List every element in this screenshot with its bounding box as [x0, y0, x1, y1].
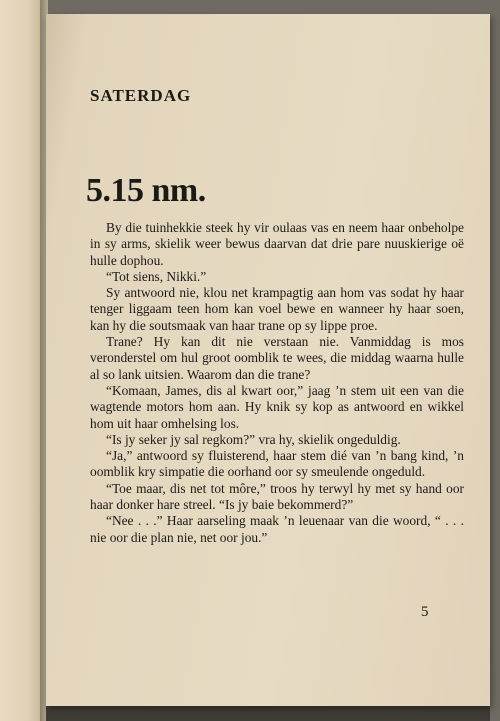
facing-page-edge — [0, 0, 40, 721]
paragraph: “Ja,” antwoord sy fluisterend, haar stem dié van ’n bang kind, ’n oomblik kry simpatie die oorhand oor sy smeulende ongeduld. — [90, 448, 464, 480]
paragraph: Sy antwoord nie, klou net krampagtig aan hom vas sodat hy haar tenger liggaam teen hom kan voel bewe en wanneer hy haar soen, kan hy die soutsmaak van haar trane op sy lippe proe. — [90, 285, 464, 333]
table-surface — [46, 704, 490, 721]
paragraph: “Komaan, James, dis al kwart oor,” jaag ’n stem uit een van die wagtende motors hom aan. Hy knik sy kop as antwoord en wikkel hom uit haar omhelsing los. — [90, 382, 464, 431]
paragraph: “Tot siens, Nikki.” — [106, 268, 207, 284]
paragraph: By die tuinhekkie steek hy vir oulaas vas en neem haar onbeholpe in sy arms, skielik weer bewus daarvan dat drie pare nuuskierige oë hulle dophou. — [90, 220, 464, 268]
body-text — [90, 220, 464, 546]
page-number: 5 — [421, 604, 429, 620]
chapter-heading: SATERDAG — [90, 86, 192, 105]
paragraph: “Toe maar, dis net tot môre,” troos hy terwyl hy met sy hand oor haar donker hare streel. “Is jy baie bekommerd?” — [90, 480, 464, 513]
section-time-title: 5.15 nm. — [86, 172, 206, 209]
book-page — [46, 14, 490, 706]
paragraph: Trane? Hy kan dit nie verstaan nie. Vanmiddag is mos veronderstel om hul groot oomblik te wees, die middag waarna hulle al so lank uitsien. Waarom dan die trane? — [90, 334, 464, 382]
paragraph: “Is jy seker jy sal regkom?” vra hy, skielik ongeduldig. — [106, 431, 401, 447]
paragraph: “Nee . . .” Haar aarseling maak ’n leuenaar van die woord, “ . . . nie oor die plan nie, net oor jou.” — [90, 513, 464, 545]
